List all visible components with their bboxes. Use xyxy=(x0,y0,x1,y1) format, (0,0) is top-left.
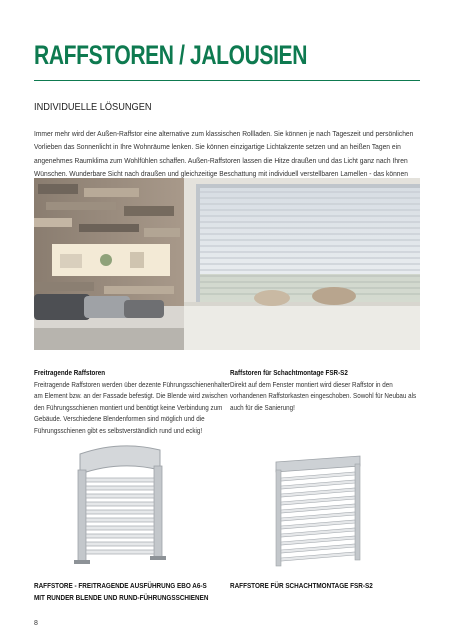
freitragende-raffstore-image xyxy=(60,440,180,570)
intro-paragraph: Immer mehr wird der Außen-Raffstor eine alternative zum klassischen Rollladen. Sie können je nach Tageszeit und persönlichen Vorlieben das Sonnenlicht in Ihre Wohnräume lenken. Sie können einzigartige Lichtakzente setzen und an heißen Tagen ein angenehmes Raumklima zum Wohlfühlen schaffen. Außen-Raffstoren lassen die Hitze draußen und das Licht ganz nach Ihren Wünschen. Wunderbare Sicht nach draußen und gleichzeitige Beschattung mit individuell verstellbaren Lamellen - das können xyxy=(34,129,414,179)
schachtmontage-raffstore-image xyxy=(268,452,368,572)
left-product-caption xyxy=(34,580,208,603)
right-column-text: Direkt auf dem Fenster montiert wird dieser Raffstor in den vorhandenen Raffstorkasten eingeschoben. Sowohl für Neubau als auch für die Sanierung! xyxy=(230,379,417,412)
right-column-heading: Raffstoren für Schachtmontage FSR-S2 xyxy=(230,368,348,377)
section-subtitle: INDIVIDUELLE LÖSUNGEN xyxy=(34,101,152,113)
left-caption-line1: RAFFSTORE - FREITRAGENDE AUSFÜHRUNG EBO A6-S xyxy=(34,581,207,590)
left-column-heading: Freitragende Raffstoren xyxy=(34,368,106,377)
hero-photo xyxy=(34,178,420,350)
page-title: RAFFSTOREN / JALOUSIEN xyxy=(34,40,308,70)
left-column xyxy=(34,367,230,437)
right-product-caption: RAFFSTORE FÜR SCHACHTMONTAGE FSR-S2 xyxy=(230,581,373,590)
left-caption-line2: MIT RUNDER BLENDE UND RUND-FÜHRUNGSSCHIENEN xyxy=(34,592,209,602)
left-column-text: Freitragende Raffstoren werden über dezente Führungsschienenhalter am Element bzw. an der Fassade befestigt. Die Blende wird zwischen den Führungsschienen montiert und benötigt keine Verbindung zum Gebäude. Verschiedene Blendenformen sind möglich und die Führungsschienen gibt es selbstverständlich rund und eckig! xyxy=(34,379,230,435)
title-divider xyxy=(34,80,420,81)
page-number: 8 xyxy=(34,620,38,627)
right-column xyxy=(230,367,419,413)
